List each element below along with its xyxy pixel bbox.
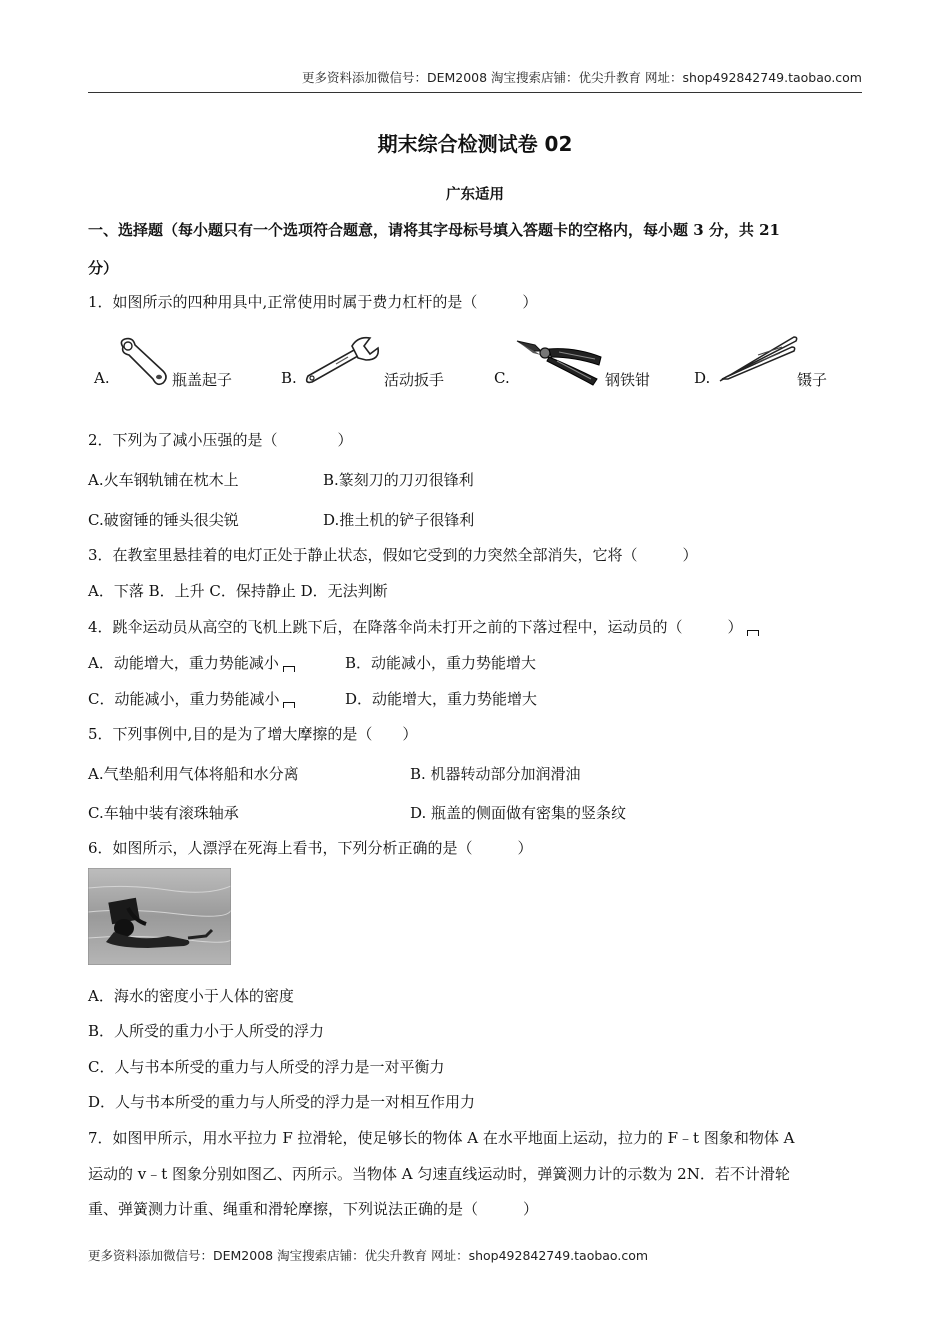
- q6-option-c: C．人与书本所受的重力与人所受的浮力是一对平衡力: [88, 1058, 445, 1076]
- page-header: 更多资料添加微信号：DEM2008 淘宝搜索店铺：优尖升教育 网址：shop492842749.taobao.com: [88, 68, 862, 93]
- q6-option-a: A．海水的密度小于人体的密度: [88, 987, 294, 1005]
- section-heading: 一、选择题（每小题只有一个选项符合题意，请将其字母标号填入答题卡的空格内，每小题 3 分，共 21: [88, 221, 780, 239]
- q1-option-d-label: 镊子: [797, 371, 828, 389]
- q4-option-a: A．动能增大，重力势能减小: [88, 652, 295, 673]
- q1-option-b-letter: B.: [281, 369, 297, 387]
- return-mark-icon: [747, 630, 759, 636]
- tweezers-icon: [718, 333, 800, 385]
- q7-stem-line2: 运动的 v﹣t 图象分别如图乙、丙所示。当物体 A 匀速直线运动时，弹簧测力计的示数为 2N．若不计滑轮: [88, 1165, 790, 1183]
- wrench-icon: [302, 334, 384, 386]
- q5-option-a: A.气垫船利用气体将船和水分离: [88, 765, 299, 783]
- return-mark-icon: [283, 666, 295, 672]
- q1-option-c-label: 钢铁钳: [605, 371, 651, 389]
- q5-option-d: D. 瓶盖的侧面做有密集的竖条纹: [410, 804, 627, 822]
- q3-stem: 3．在教室里悬挂着的电灯正处于静止状态，假如它受到的力突然全部消失，它将（ ）: [88, 546, 698, 564]
- bottle-opener-icon: [115, 337, 175, 387]
- q1-option-a-label: 瓶盖起子: [172, 371, 233, 389]
- section-heading-cont: 分）: [88, 259, 119, 277]
- page-subtitle: 广东适用: [446, 187, 504, 203]
- q5-option-b: B. 机器转动部分加润滑油: [410, 765, 581, 783]
- q1-option-a-letter: A.: [94, 369, 110, 387]
- q2-stem: 2．下列为了减小压强的是（ ）: [88, 431, 353, 449]
- q1-option-b-label: 活动扳手: [384, 371, 445, 389]
- q7-stem-line1: 7．如图甲所示，用水平拉力 F 拉滑轮，使足够长的物体 A 在水平地面上运动，拉力的 F﹣t 图象和物体 A: [88, 1129, 795, 1147]
- q2-option-c: C.破窗锤的锤头很尖锐: [88, 511, 239, 529]
- q1-option-c-letter: C.: [494, 369, 510, 387]
- return-mark-icon: [283, 702, 295, 708]
- q7-stem-line3: 重、弹簧测力计重、绳重和滑轮摩擦，下列说法正确的是（ ）: [88, 1200, 539, 1218]
- q1-stem: 1．如图所示的四种用具中,正常使用时属于费力杠杆的是（ ）: [88, 293, 538, 311]
- dead-sea-reader-photo: [88, 868, 231, 965]
- q4-option-d: D．动能增大，重力势能增大: [345, 690, 538, 708]
- pliers-icon: [515, 337, 605, 387]
- q1-option-d-letter: D.: [694, 369, 711, 387]
- q5-option-c: C.车轴中装有滚珠轴承: [88, 804, 239, 822]
- q4-option-c: C．动能减小，重力势能减小: [88, 688, 295, 709]
- q6-stem: 6．如图所示，人漂浮在死海上看书，下列分析正确的是（ ）: [88, 839, 533, 857]
- q3-options: A．下落 B．上升 C．保持静止 D．无法判断: [88, 582, 388, 600]
- q2-option-d: D.推土机的铲子很锋利: [323, 511, 475, 529]
- q4-stem: 4．跳伞运动员从高空的飞机上跳下后，在降落伞尚未打开之前的下落过程中，运动员的（ ）: [88, 616, 759, 637]
- page-title: 期末综合检测试卷 02: [377, 132, 573, 156]
- q5-stem: 5．下列事例中,目的是为了增大摩擦的是（ ）: [88, 725, 418, 743]
- page-footer: 更多资料添加微信号：DEM2008 淘宝搜索店铺：优尖升教育 网址：shop492842749.taobao.com: [88, 1248, 649, 1263]
- q2-option-b: B.篆刻刀的刀刃很锋利: [323, 471, 474, 489]
- q6-option-d: D．人与书本所受的重力与人所受的浮力是一对相互作用力: [88, 1093, 476, 1111]
- q2-option-a: A.火车钢轨铺在枕木上: [88, 471, 239, 489]
- q4-option-b: B．动能减小，重力势能增大: [345, 654, 537, 672]
- q6-option-b: B．人所受的重力小于人所受的浮力: [88, 1022, 325, 1040]
